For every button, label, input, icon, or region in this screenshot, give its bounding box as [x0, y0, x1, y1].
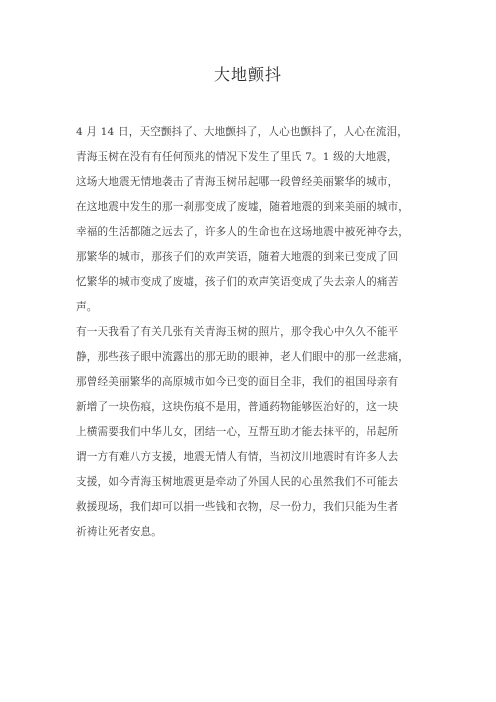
body-line: 支援，如今青海玉树地震更是牵动了外国人民的心虽然我们不可能去 — [76, 476, 399, 488]
body-line: 谓一方有难八方支援，地震无情人有情，当初汶川地震时有许多人去 — [76, 451, 399, 463]
body-line: 那曾经美丽繁华的高原城市如今已变的面目全非，我们的祖国母亲有 — [76, 376, 399, 388]
body-line: 青海玉树在没有有任何预兆的情况下发生了里氏 7。1 级的大地震， — [76, 151, 398, 163]
body-line: 静，那些孩子眼中流露出的那无助的眼神，老人们眼中的那一丝悲痛， — [76, 351, 410, 363]
body-line: 那繁华的城市，那孩子们的欢声笑语，随着大地震的到来已变成了回 — [76, 251, 399, 263]
body-line: 祈祷让死者安息。 — [76, 526, 162, 538]
document-body — [76, 120, 428, 545]
body-line: 这场大地震无情地袭击了青海玉树吊起哪一段曾经美丽繁华的城市， — [76, 176, 399, 188]
body-line: 有一天我看了有关几张有关青海玉树的照片，那令我心中久久不能平 — [76, 326, 399, 338]
body-line: 幸福的生活都随之远去了，许多人的生命也在这场地震中被死神夺去， — [76, 226, 410, 238]
document-title: 大地颤抖 — [213, 65, 282, 84]
body-line: 4 月 14 日，天空颤抖了、大地颤抖了，人心也颤抖了，人心在流泪， — [76, 126, 409, 138]
body-line: 上横需要我们中华儿女，团结一心，互帮互助才能去抹平的，吊起所 — [76, 426, 399, 438]
body-line: 救援现场，我们却可以捐一些钱和衣物，尽一份力，我们只能为生者 — [76, 501, 399, 513]
body-line: 忆繁华的城市变成了废墟，孩子们的欢声笑语变成了失去亲人的痛苦 — [76, 276, 399, 288]
body-line: 声。 — [76, 301, 98, 313]
body-line: 在这地震中发生的那一刹那变成了废墟，随着地震的到来美丽的城市， — [76, 201, 410, 213]
body-line: 新增了一块伤痕，这块伤痕不是用，普通药物能够医治好的，这一块 — [76, 401, 399, 413]
